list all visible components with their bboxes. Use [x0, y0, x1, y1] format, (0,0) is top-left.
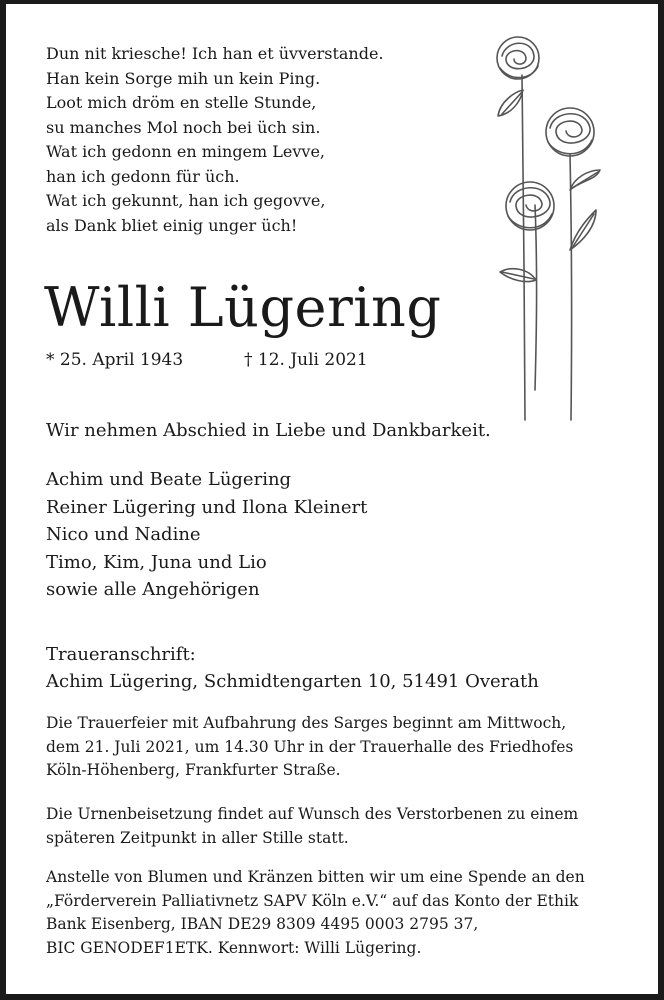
paragraph-line: Anstelle von Blumen und Kränzen bitten wir um eine Spende an den — [46, 868, 585, 886]
mourners-list — [46, 466, 367, 604]
paragraph-line: Die Urnenbeisetzung findet auf Wunsch des Verstorbenen zu einem — [46, 805, 579, 823]
donation-paragraph — [46, 866, 585, 960]
mourner: Nico und Nadine — [46, 524, 201, 545]
life-dates — [46, 350, 368, 370]
mourner: Timo, Kim, Juna und Lio — [46, 551, 267, 573]
mourner: sowie alle Angehörigen — [46, 579, 260, 600]
address-value: Achim Lügering, Schmidtengarten 10, 51491 Overath — [46, 671, 539, 692]
poem-line: han ich gedonn für üch. — [46, 166, 240, 186]
poem-line: als Dank bliet einig unger üch! — [46, 215, 298, 235]
paragraph-line: Köln-Höhenberg, Frankfurter Straße. — [46, 761, 341, 779]
poem-line: Dun nit kriesche! Ich han et üvverstande. — [46, 44, 384, 63]
farewell-line: Wir nehmen Abschied in Liebe und Dankbarkeit. — [46, 420, 491, 441]
poem-line: su manches Mol noch bei üch sin. — [46, 117, 321, 137]
poem-line: Loot mich dröm en stelle Stunde, — [46, 93, 317, 112]
poem — [46, 42, 384, 238]
funeral-info-paragraph — [46, 712, 573, 783]
paragraph-line: späteren Zeitpunkt in aller Stille statt. — [46, 828, 349, 847]
poem-line: Wat ich gekunnt, han ich gegovve, — [46, 191, 326, 210]
poem-line: Wat ich gedonn en mingem Levve, — [46, 142, 326, 161]
deceased-name: Willi Lügering — [44, 276, 442, 339]
mourner: Reiner Lügering und Ilona Kleinert — [46, 496, 368, 518]
address-label: Traueranschrift: — [46, 644, 196, 665]
paragraph-line: BIC GENODEF1ETK. Kennwort: Willi Lügering. — [46, 938, 422, 957]
death-date: † 12. Juli 2021 — [244, 350, 368, 370]
paragraph-line: Die Trauerfeier mit Aufbahrung des Sarges beginnt am Mittwoch, — [46, 714, 567, 732]
paragraph-line: dem 21. Juli 2021, um 14.30 Uhr in der Trauerhalle des Friedhofes — [46, 737, 574, 756]
mourning-address — [46, 641, 539, 695]
paragraph-line: Bank Eisenberg, IBAN DE29 8309 4495 0003 2795 37, — [46, 915, 479, 933]
roses-illustration-icon — [480, 30, 620, 430]
mourner: Achim und Beate Lügering — [46, 469, 292, 490]
paragraph-line: „Förderverein Palliativnetz SAPV Köln e.V.“ auf das Konto der Ethik — [46, 891, 579, 910]
birth-date: * 25. April 1943 — [46, 350, 184, 370]
poem-line: Han kein Sorge mih un kein Ping. — [46, 68, 321, 88]
urn-burial-paragraph — [46, 803, 578, 850]
